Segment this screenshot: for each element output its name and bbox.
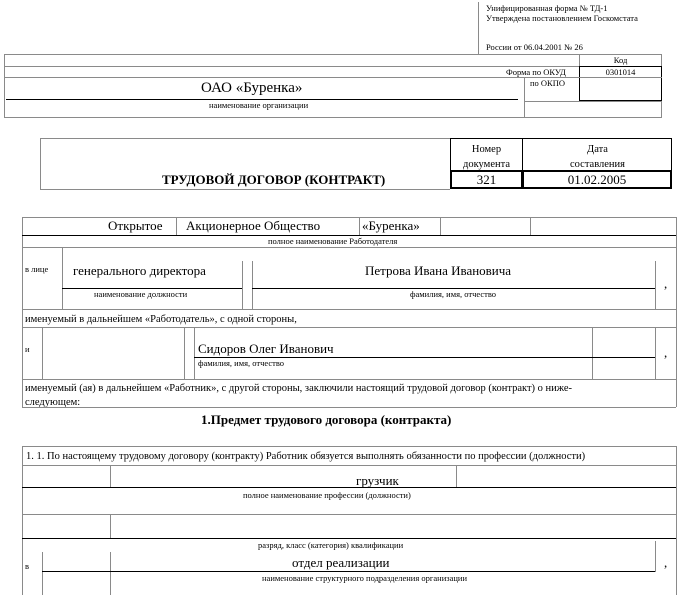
rule bbox=[194, 327, 195, 379]
rule bbox=[242, 261, 243, 309]
okpo-label: по ОКПО bbox=[530, 78, 566, 88]
header-left-border bbox=[478, 2, 479, 54]
rule bbox=[40, 189, 450, 190]
rule bbox=[22, 446, 23, 595]
rule bbox=[4, 117, 662, 118]
rule bbox=[4, 54, 5, 117]
comma: , bbox=[664, 555, 668, 570]
profession-value: грузчик bbox=[356, 473, 399, 488]
clause-1-1: 1. 1. По настоящему трудовому договору (контракту) Работник обязуется выполнять обязанности по профессии (должности) bbox=[26, 451, 586, 462]
rule bbox=[22, 379, 676, 380]
rule bbox=[440, 217, 441, 235]
rule bbox=[676, 217, 677, 407]
employer-word-3: «Буренка» bbox=[362, 218, 420, 233]
rule bbox=[110, 514, 111, 538]
employer-caption: полное наименование Работодателя bbox=[268, 236, 398, 246]
name-caption: фамилия, имя, отчество bbox=[410, 289, 497, 299]
employer-word-2: Акционерное Общество bbox=[186, 218, 321, 233]
rule bbox=[184, 327, 185, 379]
rule bbox=[456, 465, 457, 487]
okud-value: 0301014 bbox=[605, 67, 636, 77]
rule bbox=[661, 101, 662, 117]
organization-caption: наименование организации bbox=[209, 100, 309, 110]
rule bbox=[22, 465, 676, 466]
document-date: 01.02.2005 bbox=[567, 172, 627, 187]
rule bbox=[176, 217, 177, 235]
rank-underline bbox=[22, 538, 676, 539]
rule bbox=[524, 101, 662, 102]
profession-caption: полное наименование профессии (должности) bbox=[243, 490, 411, 500]
employee-named-line1: именуемый (ая) в дальнейшем «Работник», с другой стороны, заключили настоящий трудовой договор (контракт) о ниже- bbox=[25, 383, 573, 394]
position-caption: наименование должности bbox=[94, 289, 188, 299]
rule bbox=[42, 552, 43, 595]
rule bbox=[655, 541, 656, 572]
rule bbox=[676, 446, 677, 595]
rule bbox=[655, 261, 656, 309]
code-label: Код bbox=[613, 55, 628, 65]
and-label: и bbox=[25, 344, 30, 354]
employee-named-line2: следующем: bbox=[25, 397, 81, 408]
rule bbox=[592, 327, 593, 379]
rule bbox=[62, 247, 63, 309]
director-position: генерального директора bbox=[73, 263, 206, 278]
employee-name: Сидоров Олег Иванович bbox=[198, 341, 334, 356]
date-header-line: Дата составления bbox=[570, 144, 625, 170]
document-title: ТРУДОВОЙ ДОГОВОР (КОНТРАКТ) bbox=[162, 172, 386, 187]
rule bbox=[22, 327, 676, 328]
rule bbox=[22, 407, 676, 408]
rule bbox=[110, 465, 111, 487]
rule bbox=[22, 446, 676, 447]
rule bbox=[110, 552, 111, 595]
director-name: Петрова Ивана Ивановича bbox=[365, 263, 512, 278]
employer-named: именуемый в дальнейшем «Работодатель», с одной стороны, bbox=[25, 314, 297, 325]
rule bbox=[40, 138, 450, 139]
rank-caption: разряд, класс (категория) квалификации bbox=[258, 540, 404, 550]
rule bbox=[22, 247, 676, 248]
in-person-label: в лице bbox=[25, 264, 49, 274]
employee-name-caption: фамилия, имя, отчество bbox=[198, 358, 285, 368]
approval-date-line: России от 06.04.2001 № 26 bbox=[486, 42, 583, 52]
department-caption: наименование структурного подразделения организации bbox=[262, 573, 468, 583]
okud-label: Форма по ОКУД bbox=[506, 67, 566, 77]
rule bbox=[40, 138, 41, 189]
department-value: отдел реализации bbox=[292, 555, 390, 570]
form-name-line: Унифицированная форма № ТД-1 bbox=[486, 3, 608, 13]
employer-word-1: Открытое bbox=[108, 218, 163, 233]
rule bbox=[22, 514, 676, 515]
organization-name: ОАО «Буренка» bbox=[201, 80, 303, 96]
rule bbox=[655, 327, 656, 379]
approval-line: Утверждена постановлением Госкомстата bbox=[486, 13, 638, 23]
document-number: 321 bbox=[476, 172, 497, 187]
comma: , bbox=[664, 276, 668, 291]
number-header-line: Номер документа bbox=[463, 144, 510, 170]
rule bbox=[524, 77, 525, 117]
rule bbox=[252, 261, 253, 309]
section-1-title: 1.Предмет трудового договора (контракта) bbox=[201, 412, 452, 427]
department-underline bbox=[42, 571, 655, 572]
rule bbox=[4, 54, 662, 55]
in-label: в bbox=[25, 561, 30, 571]
rule bbox=[359, 217, 360, 235]
profession-underline bbox=[22, 487, 676, 488]
rule bbox=[42, 327, 43, 379]
rule bbox=[22, 309, 676, 310]
comma: , bbox=[664, 345, 668, 360]
rule bbox=[530, 217, 531, 235]
